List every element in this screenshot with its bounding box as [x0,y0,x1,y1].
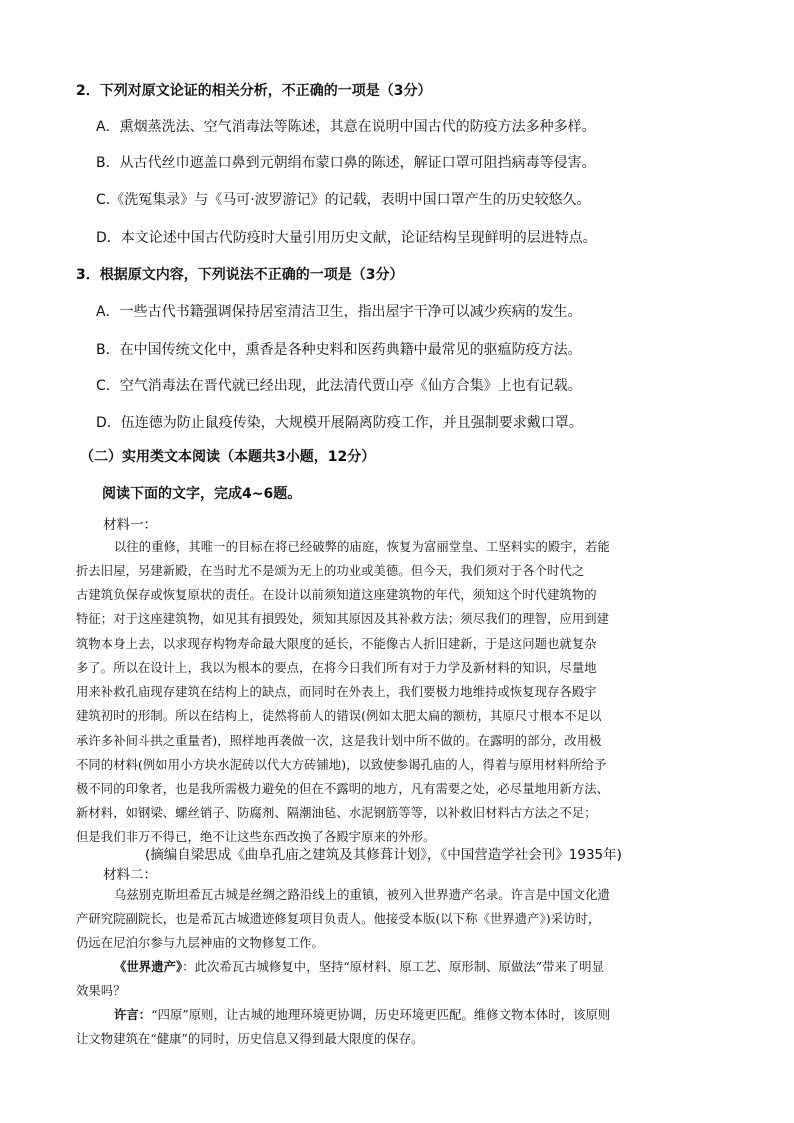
q3-stem: 3．根据原文内容，下列说法不正确的一项是（3分） [76,267,404,283]
material1-line: 极不同的印象者，也是我所需极力避免的但在不露明的地方，凡有需要之处，必尽量地用新方法、 [76,782,610,796]
section-heading: （二）实用类文本阅读（本题共3小题，12分） [80,449,376,465]
q3-option-a: A．一些古代书籍强调保持居室清洁卫生，指出屋宇干净可以减少疾病的发生。 [96,304,582,320]
q2-option-b: B．从古代丝巾遮盖口鼻到元朝绢布蒙口鼻的陈述，解证口罩可阻挡病毒等侵害。 [96,155,596,171]
interview-question [114,956,604,978]
q2-stem: 2．下列对原文论证的相关分析，不正确的一项是（3分） [76,83,432,99]
material1-line: 特征；对于这座建筑物，如见其有損毁处，须知其原因及其补救方法；须尽我们的理智，应用到建 [76,612,610,626]
interview-answer [114,1004,610,1026]
reading-instruction: 阅读下面的文字，完成4~6题。 [102,486,302,502]
material1-line: 折去旧屋，另建新殿，在当时尤不是颂为无上的功业或美德。但今天，我们须对于各个时代之 [76,564,585,578]
material2-line: 乌兹别克斯坦希瓦古城是丝绸之路沿线上的重镇，被列入世界遗产名录。许言是中国文化遗 [114,888,610,902]
interview-answer-text: “四原”原则，让古城的地理环境更协调，历史环境更匹配。维修文物本体时，该原则 [151,1008,611,1022]
material1-line: 用来补救孔庙现存建筑在结构上的缺点，而同时在外表上，我们要极力地维持或恢复现存各殿宇 [76,685,597,699]
material1-line: 多了。所以在设计上，我以为根本的要点，在将今日我们所有对于力学及新材料的知识，尽量地 [76,661,597,675]
material1-line: 筑物本身上去，以求现存构物寿命最大限度的延长，不能像古人折旧建新，于是这问题也就复杂 [76,637,597,651]
interview-question-speaker: 《世界遗产》 [114,959,183,974]
interview-answer-line: 让文物建筑在“健康”的同时，历史信息又得到最大限度的保存。 [76,1032,424,1046]
interview-question-line: 效果吗？ [76,984,126,998]
material1-line: 承许多补间斗拱之重量者)，照样地再袭做一次，这是我计划中所不做的。在露明的部分，改用极 [76,734,602,748]
material1-line: 不同的材料(例如用小方块水泥砖以代大方砖铺地)，以致使参谒孔庙的人，得着与原用材料所给予 [76,758,607,772]
q3-option-b: B．在中国传统文化中，熏香是各种史料和医药典籍中最常见的驱瘟防疫方法。 [96,342,582,358]
material2-line: 仍远在尼泊尔参与九层神庙的文物修复工作。 [76,936,324,950]
material1-line: 建筑初时的形制。所以在结构上，徒然将前人的错误(例如太肥太扁的额枋，其原尺寸根本不足以 [76,709,602,723]
material2-line: 产研究院副院长，也是希瓦古城遗迹修复项目负责人。他接受本版(以下称《世界遗产》)采访时， [76,912,601,926]
material1-source: (摘编自梁思成《曲阜孔庙之建筑及其修葺计划》，《中国营造学社会刊》1935年) [145,847,622,863]
material1-line: 新材料，如钢梁、螺丝销子、防腐剂、隔潮油毡、水泥钢筋等等，以补救旧材料古方法之不足； [76,806,597,820]
q3-option-d: D．伍连德为防止鼠疫传染，大规模开展隔离防疫工作，并且强制要求戴口罩。 [96,415,583,431]
q2-option-d: D．本文论述中国古代防疫时大量引用历史文献，论证结构呈现鲜明的层进特点。 [96,230,597,246]
material2-title: 材料二： [103,867,157,883]
material1-line: 但是我们非万不得已，绝不让这些东西改换了各殿宇原来的外形。 [76,830,436,844]
q3-option-c: C．空气消毒法在晋代就已经出现，此法清代贾山亭《仙方合集》上也有记载。 [96,378,582,394]
interview-answer-speaker: 许言： [114,1007,152,1022]
q2-option-a: A．熏烟蒸洗法、空气消毒法等陈述，其意在说明中国古代的防疫方法多种多样。 [96,119,596,135]
material1-title: 材料一： [103,517,157,533]
material1-line: 以往的重修，其唯一的目标在将已经破弊的庙庭，恢复为富丽堂皇、工坚料实的殿宇，若能 [114,540,610,554]
interview-question-text: ：此次希瓦古城修复中，坚持“原材料、原工艺、原形制、原做法”带来了明显 [182,960,605,974]
q2-option-c: C.《洗冤集录》与《马可·波罗游记》的记载，表明中国口罩产生的历史较悠久。 [96,192,591,208]
material1-line: 古建筑负保存或恢复原状的责任。在设计以前须知道这座建筑物的年代，须知这个时代建筑物的 [76,588,597,602]
